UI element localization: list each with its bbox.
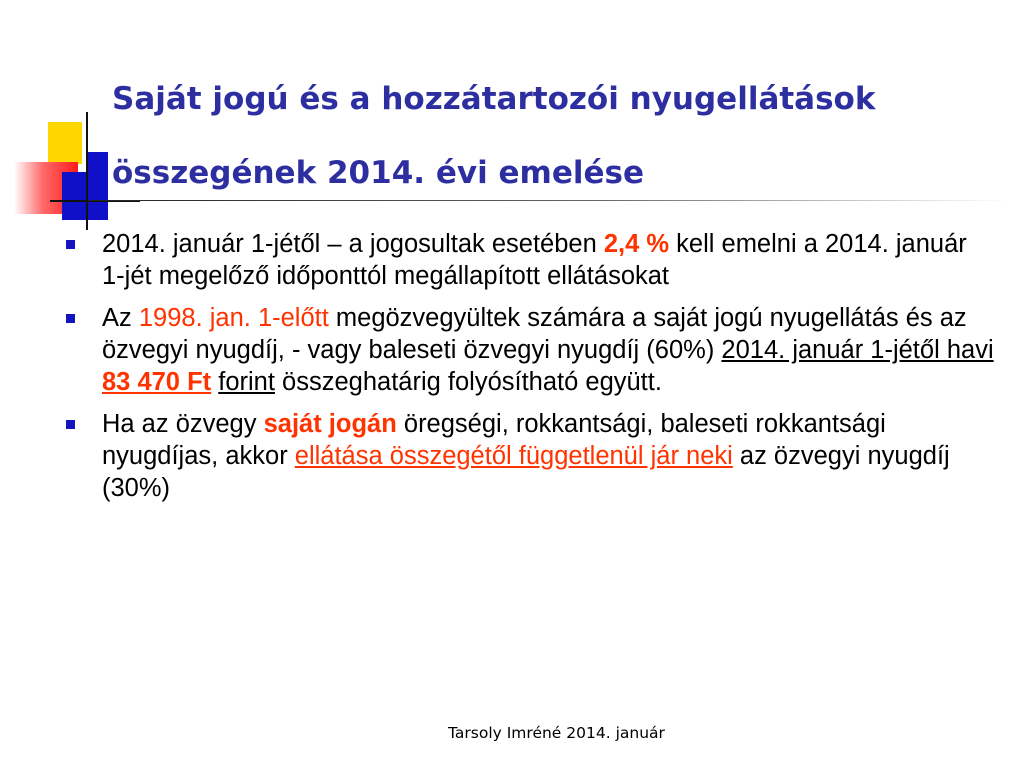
underlined-date-text: 2014. január 1-jétől havi — [721, 336, 994, 364]
title-line-2: összegének 2014. évi emelése — [112, 155, 644, 191]
vertical-line — [86, 112, 88, 230]
bullet-item — [66, 228, 996, 292]
amount-highlight: 83 470 Ft — [102, 368, 212, 396]
bullet-text: Ha az özvegy — [102, 410, 264, 438]
percentage-highlight: 2,4 % — [603, 230, 670, 258]
bullet-item — [66, 302, 996, 398]
bullet-text: kell emelni a 2014. január 1-jét megelőző időponttól megállapított ellátásokat — [102, 230, 967, 290]
bullet-square-icon — [66, 240, 75, 249]
bullet-square-icon — [66, 420, 75, 429]
title-divider — [88, 200, 1008, 201]
slide-title — [112, 62, 1012, 210]
bullet-text: az özvegyi nyugdíj (30%) — [102, 442, 950, 502]
blue-square-small — [86, 152, 108, 174]
date-highlight: 1998. jan. 1-előtt — [138, 304, 329, 332]
bullet-text: 2014. január 1-jétől – a jogosultak esetében — [102, 230, 604, 258]
yellow-square — [48, 122, 82, 164]
underlined-currency-word: forint — [218, 368, 275, 396]
underlined-highlight: ellátása összegétől függetlenül jár neki — [294, 442, 733, 470]
bullet-list — [66, 228, 996, 514]
footer-author-date: Tarsoly Imréné 2014. január — [448, 724, 665, 742]
bullet-square-icon — [66, 314, 75, 323]
blue-square — [62, 172, 108, 220]
bullet-text: Az — [102, 304, 139, 332]
title-line-1: Saját jogú és a hozzátartozói nyugellátások — [112, 81, 876, 117]
bullet-text: összeghatárig folyósítható együtt. — [274, 368, 662, 396]
own-right-highlight: saját jogán — [263, 410, 397, 438]
bullet-item — [66, 408, 996, 504]
bullet-text: öregségi, rokkantsági, baleseti rokkantsági nyugdíjas, akkor — [102, 410, 886, 470]
bullet-text: megözvegyültek számára a saját jogú nyugellátás és az özvegyi nyugdíj, - vagy baleseti özvegyi nyugdíj (60%) — [102, 304, 967, 364]
